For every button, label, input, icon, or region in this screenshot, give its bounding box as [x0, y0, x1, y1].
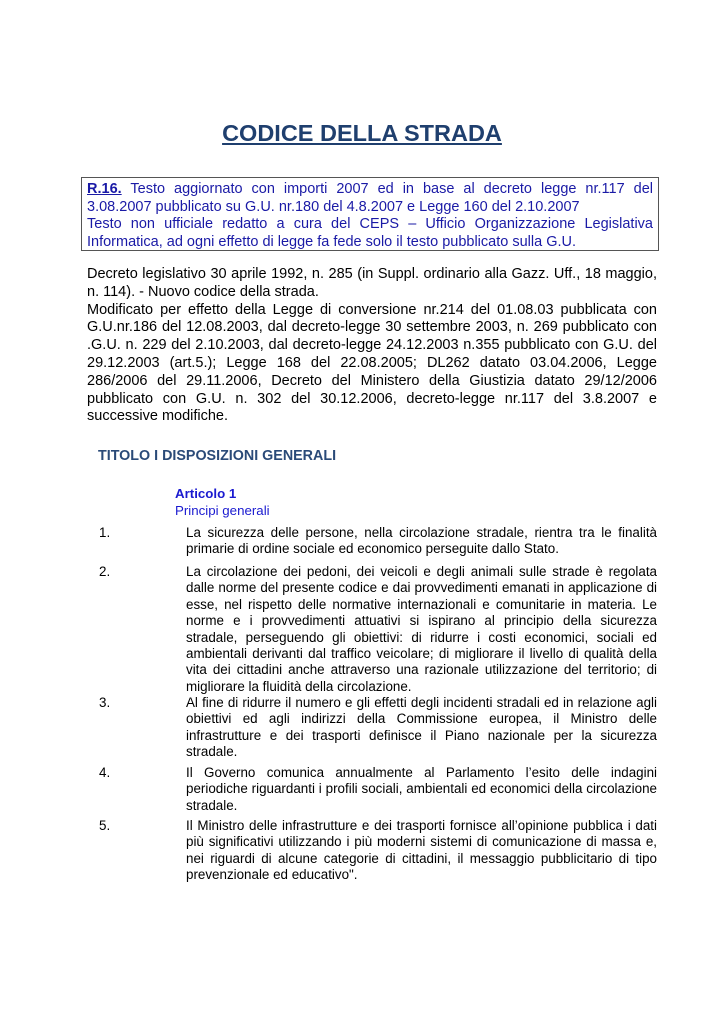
notice-line-2: Testo non ufficiale redatto a cura del CEPS – Ufficio Organizzazione Legislativa Informatica, ad ogni effetto di legge fa fede solo il testo pubblicato sulla G.U.: [87, 216, 653, 250]
notice-reference: R.16.: [87, 181, 122, 197]
document-title: CODICE DELLA STRADA: [222, 120, 502, 146]
article-number: Articolo 1: [175, 486, 237, 501]
list-item-text: Il Governo comunica annualmente al Parlamento l’esito delle indagini periodiche riguardanti i profili sociali, ambientali ed economici della circolazione stradale.: [186, 765, 657, 813]
list-item-text: Il Ministro delle infrastrutture e dei trasporti fornisce all’opinione pubblica i dati più significativi utilizzando i più moderni sistemi di comunicazione di massa e, nei riguardi di alcune categorie di cittadini, il messaggio pubblicitario di tipo prevenzionale ed educativo".: [186, 818, 657, 883]
list-item-number: 5.: [99, 818, 111, 833]
intro-paragraph-1: Decreto legislativo 30 aprile 1992, n. 285 (in Suppl. ordinario alla Gazz. Uff., 18 maggio, n. 114). - Nuovo codice della strada.: [87, 266, 657, 300]
intro-paragraph-2: Modificato per effetto della Legge di conversione nr.214 del 01.08.03 pubblicata con G.U.nr.186 del 12.08.2003, dal decreto-legge 30 settembre 2003, n. 269 pubblicato con .G.U. n. 229 del 2.10.2003, dal decreto-legge 24.12.2003 n.355 pubblicato con G.U. del 29.12.2003 (art.5.); Legge 168 del 22.08.2005; DL262 datato 03.04.2006, Legge 286/2006 del 29.11.2006, Decreto del Ministero della Giustizia datato 29/12/2006 pubblicato con G.U. n. 302 del 30.12.2006, decreto-legge nr.117 del 3.8.2007 e successive modifiche.: [87, 301, 657, 425]
list-item-number: 1.: [99, 525, 111, 540]
section-heading: TITOLO I DISPOSIZIONI GENERALI: [98, 448, 337, 464]
list-item-text: La sicurezza delle persone, nella circolazione stradale, rientra tra le finalità primarie di ordine sociale ed economico perseguite dallo Stato.: [186, 525, 657, 557]
list-item-number: 2.: [99, 564, 111, 579]
notice-box: [81, 177, 659, 251]
list-item-text: Al fine di ridurre il numero e gli effetti degli incidenti stradali ed in relazione agli obiettivi ed agli indirizzi della Commissione europea, il Ministro delle infrastrutture e dei trasporti definisce il Piano nazionale per la sicurezza stradale.: [186, 695, 657, 760]
list-item-text: La circolazione dei pedoni, dei veicoli e degli animali sulle strade è regolata dalle norme del presente codice e dai provvedimenti emanati in applicazione di esse, nel rispetto delle normative internazionali e comunitarie in materia. Le norme e i provvedimenti attuativi si ispirano al principio della sicurezza stradale, perseguendo gli obiettivi: di ridurre i costi economici, sociali ed ambientali derivanti dal traffico veicolare; di migliorare il livello di qualità della vita dei cittadini anche attraverso una razionale utilizzazione del territorio; di migliorare la fluidità della circolazione.: [186, 564, 657, 694]
intro-section: [87, 266, 657, 426]
notice-line-1: Testo aggiornato con importi 2007 ed in base al decreto legge nr.117 del 3.08.2007 pubblicato su G.U. nr.180 del 4.8.2007 e Legge 160 del 2.10.2007: [87, 181, 653, 215]
article-subtitle: Principi generali: [175, 503, 270, 518]
list-item-number: 4.: [99, 765, 111, 780]
list-item-number: 3.: [99, 695, 111, 710]
